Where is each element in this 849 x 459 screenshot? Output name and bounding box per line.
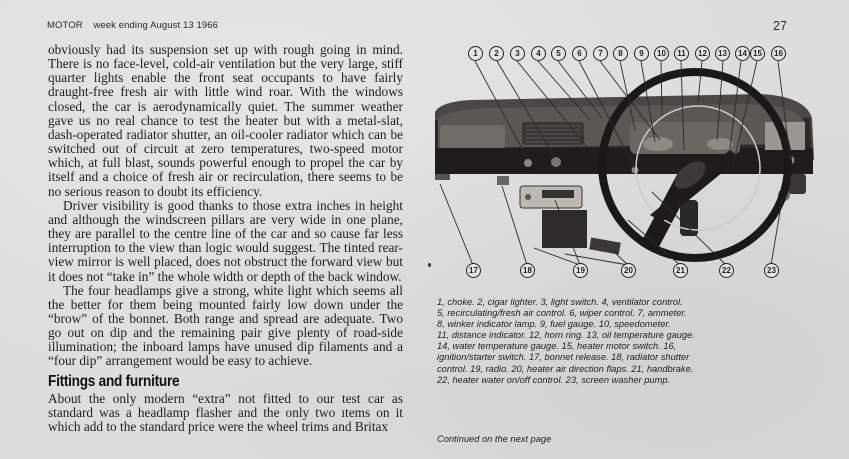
figure-caption bbox=[437, 297, 837, 386]
callout-20: 20 bbox=[621, 263, 636, 278]
callout-2: 2 bbox=[489, 46, 504, 61]
article-body bbox=[48, 43, 403, 434]
callout-12: 12 bbox=[695, 46, 710, 61]
callout-4: 4 bbox=[531, 46, 546, 61]
callout-18: 18 bbox=[520, 263, 535, 278]
speaker-grille bbox=[522, 122, 584, 145]
caption-line: 1, choke. 2, cigar lighter. 3, light switch. 4, ventilator control. bbox=[437, 297, 683, 307]
caption-line: control. 19, radio. 20, heater air direction flaps. 21, handbrake. bbox=[437, 363, 694, 374]
caption-line: 5, recirculating/fresh air control. 6, wiper control. 7, ammeter. bbox=[437, 308, 687, 319]
article-paragraph: The four headlamps give a strong, white light which seems all the better for them being mounted fairly low down under the “brow” of the bonnet. Both range and spread are adequate. Two go out on dip and the remaining pair give plenty of road-side illumination; the inboard lamps have unused dip filaments and a “four dip” arrangement would be easy to achieve. bbox=[48, 282, 403, 369]
callout-11: 11 bbox=[674, 46, 689, 61]
section-heading: Fittings and furniture bbox=[48, 372, 180, 390]
callout-3: 3 bbox=[510, 46, 525, 61]
callout-8: 8 bbox=[613, 46, 628, 61]
dash-lower bbox=[435, 148, 813, 174]
dashboard-figure bbox=[430, 40, 849, 290]
magazine-name: MOTOR bbox=[47, 20, 83, 31]
continued-note: Continued on the next page bbox=[437, 434, 552, 444]
callout-19: 19 bbox=[573, 263, 588, 278]
knob bbox=[524, 159, 532, 167]
callout-16: 16 bbox=[771, 46, 786, 61]
caption-line: ignition/starter switch. 17, bonnet release. 18, radiator shutter bbox=[437, 352, 690, 363]
callout-22: 22 bbox=[719, 263, 734, 278]
caption-line: 22, heater water on/off control. 23, screen washer pump. bbox=[437, 374, 671, 385]
callout-10: 10 bbox=[654, 46, 669, 61]
callout-6: 6 bbox=[572, 46, 587, 61]
gauge bbox=[643, 137, 673, 151]
gauge bbox=[707, 138, 733, 150]
heater-box bbox=[542, 210, 587, 248]
callout-15: 15 bbox=[750, 46, 765, 61]
callout-13: 13 bbox=[715, 46, 730, 61]
article-paragraph: obviously had its suspension set up with rough going in mind. There is no face-level, cold-air ventilation but the very large, stiff quarter lights enable the front seat occupants to have fairly draught-free fresh air with little wind roar. With the windows closed, the car is aerodynamically quiet. The summer weather gave us no real chance to test the heater but with a metal-slat, dash-operated radiator shutter, an oil-cooler radiator which can be switched out of circuit at zero temperatures, two-speed motor which, at full blast, sounds powerful enough to propel the car by itself and a choice of fresh air or recirculation, there seems to be no serious reason to doubt its efficiency. bbox=[48, 42, 403, 199]
callout-1: 1 bbox=[468, 46, 483, 61]
article-paragraph: About the only modern “extra” not fitted to our test car as standard was a headlamp flasher and the only two ıtems on it which add to the standard price were the wheel trims and Britax bbox=[48, 390, 403, 435]
heater-flap bbox=[589, 237, 621, 254]
callout-7: 7 bbox=[593, 46, 608, 61]
article-paragraph: Driver visibility is good thanks to those extra inches in height and although the windscreen pillars are very wide in one plane, they are parallel to the centre line of the car and so cause far less interruption to the view than logic would suggest. The tinted rear-view mirror is well placed, does not obstruct the forward view but it does not “take in” the whole width or depth of the back window. bbox=[48, 197, 403, 284]
issue-date: week ending August 13 1966 bbox=[93, 20, 219, 31]
dashboard-photo bbox=[430, 40, 849, 290]
running-head bbox=[47, 20, 218, 31]
glovebox bbox=[440, 125, 505, 150]
callout-23: 23 bbox=[764, 263, 779, 278]
callout-14: 14 bbox=[735, 46, 750, 61]
callout-17: 17 bbox=[466, 263, 481, 278]
callout-9: 9 bbox=[634, 46, 649, 61]
callout-21: 21 bbox=[673, 263, 688, 278]
knob bbox=[551, 157, 561, 167]
caption-line: 14, water temperature gauge. 15, heater motor switch. 16, bbox=[437, 341, 677, 352]
caption-line: 11, distance indicator. 12, horn ring. 13, oil temperature gauge. bbox=[437, 330, 695, 341]
page-number: 27 bbox=[773, 19, 787, 33]
callout-5: 5 bbox=[551, 46, 566, 61]
caption-line: 8, winker indicator lamp. 9, fuel gauge. 10, speedometer. bbox=[437, 319, 671, 330]
